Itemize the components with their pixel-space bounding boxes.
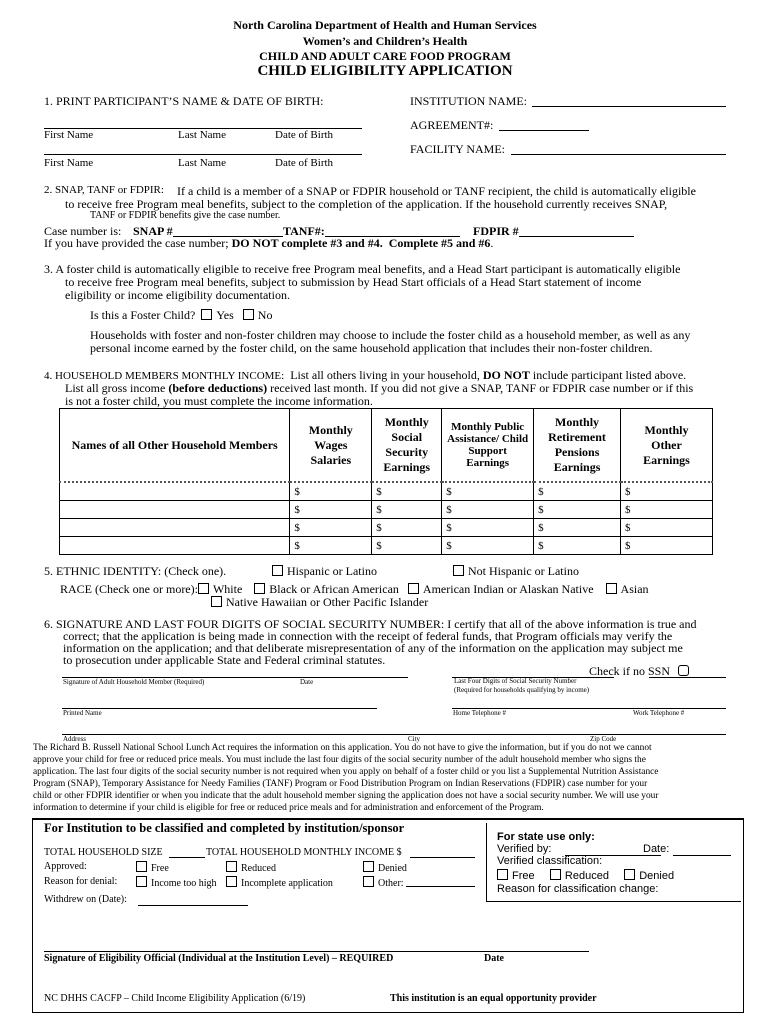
first-name-label-2: First Name [44,157,94,169]
section2-text-2: to receive free Program meal benefits, subject to the completion of the application. If the household currently receives SNAP, [65,197,668,211]
s4-t1d: include participant listed above. [532,368,687,382]
institution-name-label: INSTITUTION NAME: [410,94,527,108]
other-checkbox[interactable] [363,876,374,887]
section3-note-1: Households with foster and non-foster children may choose to include the foster child as a household member, as well as any [90,328,691,342]
city-label: City [408,735,421,743]
first-name-label: First Name [44,129,94,141]
section1-label: 1. PRINT PARTICIPANT’S NAME & DATE OF BIRTH: [44,94,324,108]
ss-cell[interactable]: $ [372,501,442,519]
reason-income [136,876,217,889]
russell-line-3: application. The last four digits of the social security number is not required when you apply on behalf of a foster child or you list a Supplemental Nutrition Assistance [33,767,659,777]
signature-label: Signature of Adult Household Member (Required) [63,678,205,686]
verified-class-label: Verified classification: [497,855,603,867]
withdrew-field[interactable] [138,905,248,906]
other-field[interactable] [406,886,475,887]
not-hispanic-checkbox[interactable] [453,565,464,576]
state-denied-checkbox[interactable] [624,869,635,880]
header-line-2: Women’s and Children’s Health [302,34,468,48]
hawaiian-checkbox[interactable] [211,596,222,607]
ss-cell[interactable]: $ [372,482,442,501]
section2-text-3: TANF or FDPIR benefits give the case number. [90,210,281,221]
russell-line-4: Program (SNAP), Temporary Assistance for Needy Families (TANF) Program or Food Distribution Program on Indian Reservations (FDPIR) case number for your [33,779,648,789]
s4-t2c: received last month. If you did not give a SNAP, TANF or FDPIR case number or if this [270,381,694,395]
no-ssn-label: Check if no SSN [589,664,670,678]
col-retirement: Monthly Retirement Pensions Earnings [534,409,621,483]
other-cell[interactable]: $ [621,482,713,501]
facility-name-label: FACILITY NAME: [410,142,505,156]
retirement-cell[interactable]: $ [534,482,621,501]
member-name-cell[interactable] [60,537,290,555]
institution-name-field[interactable] [532,106,726,107]
denied-label: Denied [378,863,407,874]
russell-line-6: information to determine if your child is eligible for free or reduced price meals and for administration and enforcement of the Program. [33,803,544,813]
last-name-label: Last Name [178,129,226,141]
ssn-note: (Required for households qualifying by income) [454,686,590,694]
official-signature-label: Signature of Eligibility Official (Individual at the Institution Level) – REQUIRED [44,953,394,964]
dob-label-2: Date of Birth [275,157,334,169]
agreement-label: AGREEMENT#: [410,118,494,132]
section2-text-1: If a child is a member of a SNAP or FDPIR household or TANF recipient, the child is automatically eligible [177,184,696,198]
american-indian-label: American Indian or Alaskan Native [422,582,594,596]
form-id: NC DHHS CACFP – Child Income Eligibility Application (6/19) [44,993,306,1004]
ss-cell[interactable]: $ [372,537,442,555]
incomplete-label: Incomplete application [241,878,333,889]
assistance-cell[interactable]: $ [442,519,534,537]
official-signature-field[interactable] [44,951,589,952]
other-cell[interactable]: $ [621,501,713,519]
hispanic-checkbox[interactable] [272,565,283,576]
col-other: Monthly Other Earnings [621,409,713,483]
state-free-label: Free [512,870,535,882]
s4-t1b: List all others living in your household, [290,368,480,382]
home-tel-label: Home Telephone # [453,709,507,717]
case-number-label: Case number is: [44,224,122,238]
fdpir-field[interactable] [519,236,634,237]
black-label: Black or African American [269,582,399,596]
ssn-label: Last Four Digits of Social Security Number [454,677,577,685]
header-line-3: CHILD AND ADULT CARE FOOD PROGRAM [259,49,511,63]
russell-line-1: The Richard B. Russell National School Lunch Act requires the information on this application. You do not have to give the information, but if you do not we cannot [33,743,652,753]
section6-text-1: 6. SIGNATURE AND LAST FOUR DIGITS OF SOCIAL SECURITY NUMBER: I certify that all of the above information is true and [44,617,697,631]
withdrew-label: Withdrew on (Date): [44,894,127,905]
col-public-assistance: Monthly Public Assistance/ Child Support Earnings [442,409,534,483]
table-row [60,482,713,501]
table-row [60,501,713,519]
other-cell[interactable]: $ [621,537,713,555]
free-checkbox[interactable] [136,861,147,872]
col-names: Names of all Other Household Members [60,409,290,483]
agreement-field[interactable] [499,130,589,131]
participant2-field[interactable] [44,154,362,155]
foster-question-label: Is this a Foster Child? [90,308,196,322]
hispanic-option [272,564,377,579]
asian-label: Asian [620,582,649,596]
reduced-label: Reduced [241,863,276,874]
hawaiian-label: Native Hawaiian or Other Pacific Islander [226,595,429,609]
household-income-table [59,408,713,555]
reduced-checkbox[interactable] [226,861,237,872]
foster-no-label: No [257,308,273,322]
snap-label: SNAP # [133,224,173,238]
fdpir-label: FDPIR # [473,224,519,238]
printed-name-label: Printed Name [63,709,102,717]
section6-text-2: correct; that the application is being made in connection with the receipt of federal funds, that Program officials may verify the [63,629,673,643]
hawaiian-option [211,595,428,610]
state-date-label: Date: [643,843,670,855]
member-name-cell[interactable] [60,519,290,537]
wages-cell[interactable]: $ [290,519,372,537]
free-label: Free [151,863,169,874]
member-name-cell[interactable] [60,501,290,519]
income-high-label: Income too high [151,878,217,889]
other-cell[interactable]: $ [621,519,713,537]
form-title: CHILD ELIGIBILITY APPLICATION [257,63,513,79]
wages-cell[interactable]: $ [290,482,372,501]
institution-title: For Institution to be classified and completed by institution/sponsor [44,821,405,835]
section3-text-2: to receive free Program meal benefits, subject to submission by Head Start officials of a Head Start statement of income [65,275,642,289]
not-hispanic-label: Not Hispanic or Latino [468,564,579,578]
state-use-box [486,823,741,902]
section2-label: 2. SNAP, TANF or FDPIR: [44,184,164,196]
section2-note [44,236,493,251]
reason-other [363,876,404,889]
foster-question [90,308,272,323]
dob-label: Date of Birth [275,129,334,141]
approved-reduced [226,861,276,874]
approved-free [136,861,169,874]
foster-yes-checkbox[interactable] [201,309,212,320]
total-income-label: TOTAL HOUSEHOLD MONTHLY INCOME $ [206,847,402,858]
col-social-security: Monthly Social Security Earnings [372,409,442,483]
tanf-label: TANF#: [283,224,325,238]
s4-t2a: List all gross income [65,381,166,395]
printed-name-field[interactable] [62,708,377,709]
total-size-field[interactable] [169,857,205,858]
american-indian-checkbox[interactable] [408,583,419,594]
wages-cell[interactable]: $ [290,537,372,555]
state-title: For state use only: [497,831,595,843]
note-a: If you have provided the case number; [44,236,229,250]
work-tel-label: Work Telephone # [633,709,685,717]
section3-text-1: 3. A foster child is automatically eligible to receive free Program meal benefits, and a Head Start participant is automatically eligible [44,262,681,276]
incomplete-checkbox[interactable] [226,876,237,887]
asian-checkbox[interactable] [606,583,617,594]
white-label: White [212,582,243,596]
section4-text-3: is not a foster child, you must complete the income information. [65,394,373,408]
approved-label: Approved: [44,861,87,872]
section3-text-3: eligibility or income eligibility documentation. [65,288,290,302]
state-free-checkbox[interactable] [497,869,508,880]
section6-text-4: to prosecution under applicable State and Federal criminal statutes. [63,653,386,667]
header-line-1: North Carolina Department of Health and Human Services [233,18,537,32]
wages-cell[interactable]: $ [290,501,372,519]
address-label: Address [63,735,86,743]
ethnic-label: 5. ETHNIC IDENTITY: (Check one). [44,564,227,578]
race-label: RACE (Check one or more): [60,582,198,596]
section3-note-2: personal income earned by the foster child, on the same household application that includes their non-foster children. [90,341,653,355]
eoe-statement: This institution is an equal opportunity provider [390,993,597,1004]
member-name-cell[interactable] [60,482,290,501]
ss-cell[interactable]: $ [372,519,442,537]
state-reduced-checkbox[interactable] [550,869,561,880]
no-ssn-checkbox[interactable] [678,665,689,676]
signature-date-label: Date [300,678,314,686]
table-row [60,537,713,555]
income-high-checkbox[interactable] [136,876,147,887]
address-field[interactable] [62,734,726,735]
white-checkbox[interactable] [198,583,209,594]
section6-text-3: information on the application; and that deliberate misrepresentation of any of the information on the application may subject me [63,641,683,655]
table-row [60,519,713,537]
assistance-cell[interactable]: $ [442,482,534,501]
denied-checkbox[interactable] [363,861,374,872]
note-d: . [490,236,494,250]
state-reduced-label: Reduced [564,870,609,882]
verified-by-label: Verified by: [497,843,552,855]
assistance-cell[interactable]: $ [442,537,534,555]
no-ssn-underline [649,677,726,678]
s4-label: 4. HOUSEHOLD MEMBERS MONTHLY INCOME: [44,370,285,382]
official-date-label: Date [484,953,504,964]
col-wages: Monthly Wages Salaries [290,409,372,483]
note-c: Complete #5 and #6 [388,236,491,250]
foster-yes-label: Yes [216,308,234,322]
retirement-cell[interactable]: $ [534,519,621,537]
state-denied-label: Denied [639,870,675,882]
retirement-cell[interactable]: $ [534,537,621,555]
black-checkbox[interactable] [254,583,265,594]
assistance-cell[interactable]: $ [442,501,534,519]
note-b: DO NOT complete #3 and #4. [231,236,383,250]
zip-label: Zip Code [590,735,617,743]
not-hispanic-option [453,564,579,579]
facility-name-field[interactable] [511,154,726,155]
reason-incomplete [226,876,333,889]
foster-no-checkbox[interactable] [243,309,254,320]
s4-t1c: DO NOT [482,368,530,382]
approved-denied [363,861,407,874]
table-header-row [60,409,713,483]
state-class-options [497,869,674,882]
other-label: Other: [378,878,404,889]
hispanic-label: Hispanic or Latino [287,564,377,578]
total-size-label: TOTAL HOUSEHOLD SIZE [44,847,163,858]
reason-change-label: Reason for classification change: [497,883,659,895]
reason-label: Reason for denial: [44,876,118,887]
state-date-field[interactable] [673,855,731,856]
retirement-cell[interactable]: $ [534,501,621,519]
s4-t2b: (before deductions) [168,381,268,395]
russell-line-2: approve your child for free or reduced price meals. You must include the last four digits of the social security number of the adult household member who signs the [33,755,646,765]
russell-line-5: child or other FDPIR identifier or when you indicate that the adult household member signing the application does not have a social security number. We will use your [33,791,659,801]
last-name-label-2: Last Name [178,157,226,169]
total-income-field[interactable] [410,857,475,858]
